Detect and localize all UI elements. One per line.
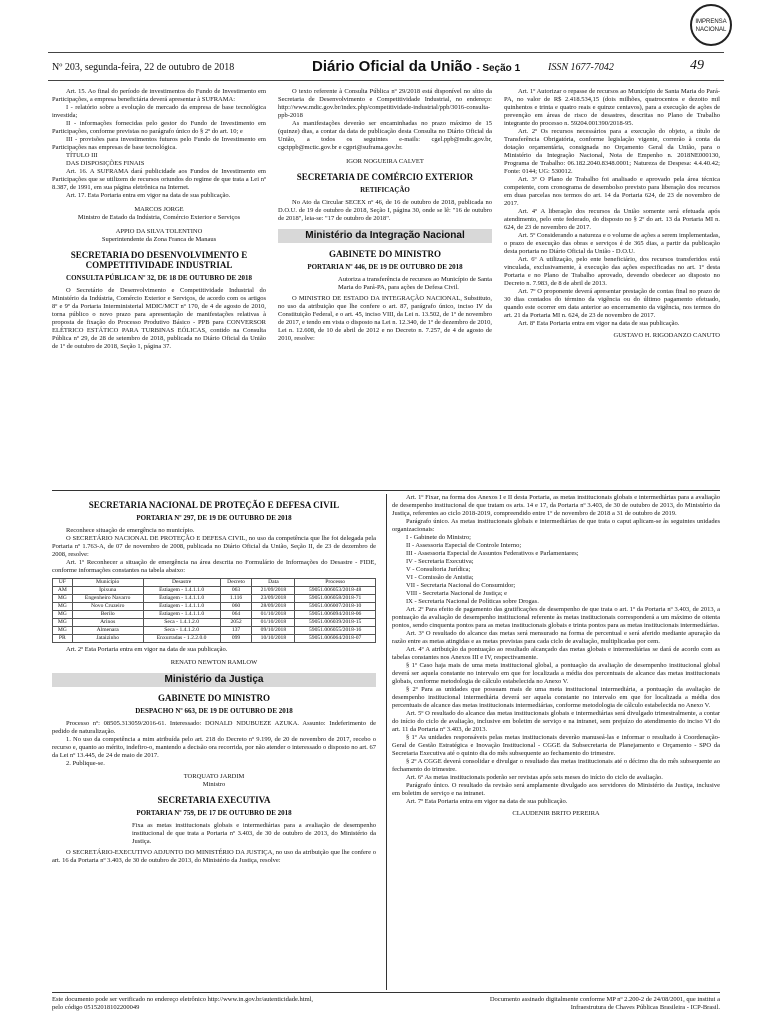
table-cell: 59051.006064/2018-07 — [295, 635, 376, 643]
journal-title — [312, 58, 520, 75]
table-row — [53, 611, 376, 619]
table-cell: Estiagem - 1.4.1.1.0 — [143, 595, 220, 603]
table-header: UF — [53, 579, 73, 587]
ementa: Fixa as metas institucionais globais e intermediárias para a avaliação de desempenho institucional de que trata a Portaria nº 3.403, de 30 de outubro de 2013, do Ministério da Justiça. — [132, 822, 376, 845]
table-row — [53, 619, 376, 627]
table-cell: 59051.006039/2018-15 — [295, 619, 376, 627]
act-heading: DESPACHO Nº 663, DE 19 DE OUTUBRO DE 2018 — [135, 707, 293, 715]
paragraph: Art. 17. Esta Portaria entra em vigor na data de sua publicação. — [66, 192, 231, 199]
paragraph: Processo nº: 08505.313059/2016-61. Interessado: DONALD NDUBUEZE AZUKA. Assunto: Indeferimento de pedido de naturalização. — [52, 720, 376, 735]
table-row — [53, 603, 376, 611]
table-cell: 59051.006058/2018-71 — [295, 595, 376, 603]
table-cell: 28/09/2018 — [252, 603, 295, 611]
table-cell: 1.116 — [220, 595, 252, 603]
paragraph: Art. 2º Os recursos necessários para a execução do objeto, a título de Transferência Obrigatória, conforme legislação vigente, correrão à conta da dotação orçamentária, consignada no Orçamento Geral da União, para o Ministério da Integração Nacional, Nota de Empenho n. 2018NE000130, Programa de Trabalho: 06.182.2040.8348.0001; Natureza de Despesa: 4.4.40.42; Fonte: 0144; UG: 530012. — [504, 128, 720, 175]
page-header — [0, 0, 770, 88]
section-heading: GABINETE DO MINISTRO — [157, 693, 271, 703]
table-cell: Estiagem - 1.4.1.1.0 — [143, 587, 220, 595]
table-cell: 01/10/2018 — [252, 619, 295, 627]
section-heading: SECRETARIA NACIONAL DE PROTEÇÃO E DEFESA CIVIL — [88, 500, 340, 510]
title-heading: TÍTULO III — [66, 152, 98, 159]
column-lower-left — [52, 494, 376, 865]
paragraph: § 1º As unidades responsáveis pelas metas institucionais deverão manuseá-las e informar o resultado à Coordenação-Geral de Gestão Estratégica e Inovação Institucional - CGGE da Subsecretaria de Planejamento e Orçamento - SPO da Secretaria Executiva até o quinto dia do mês subsequente ao fechamento do trimestre. — [392, 734, 720, 757]
emergency-table — [52, 578, 376, 643]
paragraph: Art. 8º Esta Portaria entra em vigor na data de sua publicação. — [518, 320, 680, 327]
paragraph: Art. 15. Ao final do período de investimentos do Fundo de Investimento em Participações, a empresa beneficiária deverá apresentar à SUFRAMA: — [52, 88, 266, 103]
table-cell: Enxurradas - 1.2.2.0.0 — [143, 635, 220, 643]
footer-rule — [52, 992, 720, 993]
paragraph: Art. 1º Fixar, na forma dos Anexos I e II desta Portaria, as metas institucionais globais e intermediárias para a avaliação de desempenho institucional de que tratam os arts. 14 e 17, da Portaria nº 3.403, de 30 de outubro de 2013, do Ministério da Justiça, referentes ao ciclo 2018-2019, compreendido entre 1º de novembro de 2018 a 31 de outubro de 2019. — [392, 494, 720, 517]
ementa: Reconhece situação de emergência no município. — [66, 527, 195, 534]
table-cell: Seca - 1.4.1.2.0 — [143, 619, 220, 627]
footer-left — [52, 996, 382, 1012]
column-2 — [278, 88, 492, 343]
paragraph: Parágrafo único. As metas institucionais globais e intermediárias de que trata o caput aplicam-se às seguintes unidades organizacionais: — [392, 518, 720, 533]
paragraph: 1. No uso da competência a mim atribuída pelo art. 218 do Decreto nº 9.199, de 20 de novembro de 2017, recebo o recurso e, quanto ao mérito, indefiro-o, mantendo a decisão ora recorrida, por não atender o interessado o disposto no art. 67 da Lei nº 13.445, de 24 de maio de 2017. — [52, 736, 376, 759]
list-item: I - Gabinete do Ministro; — [406, 534, 471, 541]
paragraph: Art. 3º O resultado do alcance das metas será mensurado na forma de percentual e será aferido mediante apuração da razão entre as metas atingidas e as metas previstas para cada ciclo de avaliação, multiplicadas por cem. — [392, 630, 720, 645]
paragraph: I - relatório sobre a evolução de mercado da empresa de base tecnológica investida; — [52, 104, 266, 119]
table-cell: MG — [53, 627, 73, 635]
paragraph: Art. 1º Autorizar o repasse de recursos ao Município de Santa Maria do Pará-PA, no valor de R$ 2.418.534,15 (dois milhões, quatrocentos e dezoito mil quinhentos e trinta e quatro reais e quinze centavos), para a execução de ações de prevenção em áreas de risco de desastres, descritas no Plano de Trabalho integrante do processo n. 59204.001390/2018-95. — [504, 88, 720, 127]
paragraph: Art. 7º O proponente deverá apresentar prestação de contas final no prazo de 30 dias contados do término da vigência ou do último pagamento efetuado, quando este ocorrer em data anterior ao encerramento da vigência, nos termos do art. 21 da Portaria MI n. 624, de 23 de novembro de 2017. — [504, 288, 720, 319]
list-item: V - Consultoria Jurídica; — [406, 566, 471, 573]
section-heading: SECRETARIA EXECUTIVA — [157, 795, 271, 805]
table-cell: Arinos — [72, 619, 143, 627]
act-heading: PORTARIA Nº 446, DE 19 DE OUTUBRO DE 2018 — [307, 263, 463, 271]
paragraph: Art. 3º O Plano de Trabalho foi analisado e aprovado pela área técnica competente, com cronograma de desembolso previsto para liberação dos recursos em duas parcelas nos termos do art. 14 da Portaria 624, de 23 de novembro de 2017. — [504, 176, 720, 207]
table-header: Decreto — [220, 579, 252, 587]
footer-right — [420, 996, 720, 1012]
header-rule-top — [48, 52, 724, 53]
table-cell: 01/10/2018 — [252, 611, 295, 619]
seal-text: IMPRENSA NACIONAL — [695, 19, 727, 34]
paragraph: Art. 4º A liberação dos recursos da União somente será efetuada após atendimento, pelo ente federado, do disposto no § 2º do art. 13 da Portaria MI n. 624, de 23 de novembro de 2017. — [504, 208, 720, 231]
paragraph: O texto referente à Consulta Pública nº 29/2018 está disponível no sítio da Secretaria de Desenvolvimento e Competitividade Industrial, no endereço: http://www.mdic.gov.br/index.php/competitividade-industrial/ppb/3016-consulta-ppb-2018 — [278, 88, 492, 119]
paragraph: § 1º Caso haja mais de uma meta institucional global, a pontuação da avaliação de desempenho institucional global deverá ser aquela constante no intervalo em que for localizada a média dos percentuais de alcance das metas institucionais globais, conforme metodologia de cálculo estabelecida no Anexo V. — [392, 662, 720, 685]
table-cell: Ipixuna — [72, 587, 143, 595]
table-cell: Estiagem - 1.4.1.1.0 — [143, 603, 220, 611]
paragraph: Art. 7º Esta Portaria entra em vigor na data de sua publicação. — [406, 798, 568, 805]
signature-role: Ministro — [202, 781, 226, 788]
paragraph: Art. 5º O resultado do alcance das metas institucionais globais e intermediárias será divulgado trimestralmente, a contar do início do ciclo de avaliação, inclusive em boletim de serviço e na intranet, sem prejuízo do atendimento do inciso VI do art. 11 da Portaria nº 3.403, de 2013. — [392, 710, 720, 733]
paragraph: Art. 1º Reconhecer a situação de emergência na área descrita no Formulário de Informações do Desastre - FIDE, conforme informações constantes na tabela abaixo: — [52, 559, 376, 574]
journal-section: - Seção 1 — [476, 63, 521, 74]
table-cell: PR — [53, 635, 73, 643]
table-header: Processo — [295, 579, 376, 587]
paragraph: O SECRETÁRIO-EXECUTIVO ADJUNTO DO MINISTÉRIO DA JUSTIÇA, no uso da atribuição que lhe confere o art. 16 da Portaria nº 3.403, de 30 de outubro de 2013, do Ministério da Justiça, resolve: — [52, 849, 376, 864]
table-cell: 137 — [220, 627, 252, 635]
table-cell: Berilo — [72, 611, 143, 619]
list-item: II - Assessoria Especial de Controle Interno; — [406, 542, 522, 549]
list-item: IV - Secretaria Executiva; — [406, 558, 474, 565]
paragraph: § 2º A CGGE deverá consolidar e divulgar o resultado das metas institucionais até o décimo dia do mês subsequente ao fechamento do trimestre. — [392, 758, 720, 773]
header-rule-bottom — [48, 80, 724, 81]
list-item: VII - Secretaria Nacional do Consumidor; — [406, 582, 516, 589]
table-row — [53, 587, 376, 595]
paragraph: As manifestações deverão ser encaminhadas no prazo máximo de 15 (quinze) dias, a contar da data de publicação desta Consulta no Diário Oficial da União, a todos os seguintes e-mails: cgel.ppb@mdic.gov.br, cgctppb@mctic.gov.br e cgpri@suframa.gov.br. — [278, 120, 492, 151]
paragraph: O MINISTRO DE ESTADO DA INTEGRAÇÃO NACIONAL, Substituto, no uso da atribuição que lhe confere o art. 87, parágrafo único, inciso IV da Constituição Federal, e o art. 45, inciso VIII, da Lei n. 13.502, de 1º de novembro de 2017, e tendo em vista o disposto na Lei n. 12.340, de 1º de dezembro de 2010, Lei n. 12.608, de 10 de abril de 2012 e no Decreto n. 7.257, de 4 de agosto de 2010, resolve: — [278, 295, 492, 342]
table-cell: 063 — [220, 587, 252, 595]
paragraph: Art. 6º As metas institucionais poderão ser revistas após seis meses do início do ciclo de avaliação. — [406, 774, 663, 781]
table-cell: 064 — [220, 611, 252, 619]
column-3 — [504, 88, 720, 340]
signature-name: RENATO NEWTON RAMLOW — [170, 659, 258, 666]
paragraph: Art. 4º A atribuição da pontuação ao resultado alcançado das metas globais e intermediárias se dará de acordo com as tabelas constantes nos Anexos III e IV, respectivamente. — [392, 646, 720, 661]
list-item: VIII - Secretaria Nacional de Justiça; e — [406, 590, 508, 597]
list-item: IX - Secretaria Nacional de Políticas sobre Drogas. — [406, 598, 539, 605]
imprensa-nacional-seal — [690, 4, 732, 46]
table-cell: MG — [53, 619, 73, 627]
table-cell: Seca - 1.4.1.2.0 — [143, 627, 220, 635]
paragraph: II - informações fornecidas pelo gestor do Fundo de Investimento em Participações, conforme previstas no parágrafo único do § 2º do art. 10; e — [52, 120, 266, 135]
paragraph: III - provisões para investimentos futuros pelo Fundo de Investimento em Participações nas empresas de base tecnológica. — [52, 136, 266, 151]
column-divider — [386, 494, 387, 990]
table-cell: 09/10/2018 — [252, 627, 295, 635]
title-subheading: DAS DISPOSIÇÕES FINAIS — [66, 160, 145, 167]
table-cell: MG — [53, 595, 73, 603]
ementa: Autoriza a transferência de recursos ao Município de Santa Maria do Pará-PA, para ações de Defesa Civil. — [338, 276, 492, 291]
list-item: III - Assessoria Especial de Assuntos Federativos e Parlamentares; — [406, 550, 579, 557]
paragraph: Art. 2º Esta Portaria entra em vigor na data de sua publicação. — [66, 646, 228, 653]
signature-name: CLAUDENIR BRITO PEREIRA — [512, 810, 600, 817]
act-heading: CONSULTA PÚBLICA Nº 32, DE 18 DE OUTUBRO DE 2018 — [66, 274, 252, 282]
page-number: 49 — [690, 58, 704, 73]
signature-name: MARCOS JORGE — [134, 206, 184, 213]
table-cell: Almenara — [72, 627, 143, 635]
table-row — [53, 635, 376, 643]
signature-role: Superintendente da Zona Franca de Manaus — [101, 236, 217, 243]
signature-name: TORQUATO JARDIM — [183, 773, 245, 780]
table-header-row — [53, 579, 376, 587]
column-lower-right — [392, 494, 720, 818]
table-cell: 59051.006055/2018-16 — [295, 627, 376, 635]
section-heading: SECRETARIA DE COMÉRCIO EXTERIOR — [296, 172, 474, 182]
paragraph: O SECRETÁRIO NACIONAL DE PROTEÇÃO E DEFESA CIVIL, no uso da competência que lhe foi delegada pela Portaria nº 1.763-A, de 07 de novembro de 2008, publicada no Diário Oficial da União, Seção II, de 23 de dezembro de 2008, resolve: — [52, 535, 376, 558]
table-header: Data — [252, 579, 295, 587]
table-cell: 21/09/2018 — [252, 587, 295, 595]
table-cell: 59051.006094/2018-06 — [295, 611, 376, 619]
table-cell: MG — [53, 603, 73, 611]
act-heading: PORTARIA Nº 297, DE 19 DE OUTUBRO DE 2018 — [136, 514, 292, 522]
paragraph: O Secretário de Desenvolvimento e Competitividade Industrial do Ministério da Indústria, Comércio Exterior e Serviços, de acordo com os artigos 8º e 9º da Portaria Interministerial MDIC/MCT nº 170, de 4 de agosto de 2010, torna público o novo prazo para apresentação de manifestações relativas à proposta de fixação do Processo Produtivo Básico - PPB para CONVERSOR ELÉTRICO ESTÁTICO PARA TURBINAS EÓLICAS, contido na Consulta Pública nº 29, de 28 de setembro de 2018, publicada no Diário Oficial da União de 1º de outubro de 2018, Seção 1, página 37. — [52, 287, 266, 350]
table-cell: Jataizinho — [72, 635, 143, 643]
table-cell: MG — [53, 611, 73, 619]
table-cell: Engenheiro Navarro — [72, 595, 143, 603]
section-divider — [52, 490, 720, 491]
signature-name: IGOR NOGUEIRA CALVET — [346, 158, 424, 165]
table-cell: 10/10/2018 — [252, 635, 295, 643]
paragraph: Art. 2º Para efeito de pagamento das gratificações de desempenho de que trata o art. 1º da Portaria nº 3.403, de 2013, a pontuação da avaliação de desempenho institucional referente às metas institucionais corresponderá a um máximo de oitenta pontos, sendo cinquenta pontos para as metas institucionais globais e trinta pontos para as metas institucionais intermediárias. — [392, 606, 720, 629]
verification-text: Este documento pode ser verificado no endereço eletrônico http://www.in.gov.br/autenticidade.html, — [52, 996, 314, 1003]
table-header: Município — [72, 579, 143, 587]
table-cell: 59051.006007/2018-10 — [295, 603, 376, 611]
signature-name: APPIO DA SILVA TOLENTINO — [115, 228, 203, 235]
section-heading: GABINETE DO MINISTRO — [328, 249, 442, 259]
column-1 — [52, 88, 266, 351]
table-header: Desastre — [143, 579, 220, 587]
signature-notice-2: Infraestrutura de Chaves Públicas Brasileira - ICP-Brasil. — [570, 1004, 720, 1011]
table-cell: 59051.006053/2018-48 — [295, 587, 376, 595]
table-cell: AM — [53, 587, 73, 595]
paragraph: Parágrafo único. O resultado da revisão será amplamente divulgado aos servidores do Ministério da Justiça, inclusive em boletim de serviço e na intranet. — [392, 782, 720, 797]
paragraph: No Ato da Circular SECEX nº 46, de 16 de outubro de 2018, publicada no D.O.U. de 19 de outubro de 2018, Seção I, página 30, onde se lê: "16 de outubro de 2018", leia-se: "17 de outubro de 2018". — [278, 199, 492, 222]
table-row — [53, 595, 376, 603]
table-row — [53, 627, 376, 635]
table-cell: Novo Cruzeiro — [72, 603, 143, 611]
ministry-banner: Ministério da Integração Nacional — [278, 229, 492, 243]
issn: ISSN 1677-7042 — [548, 62, 614, 73]
signature-role: Ministro de Estado da Indústria, Comércio Exterior e Serviços — [77, 214, 241, 221]
verification-code: pelo código 05152018102200049 — [52, 1004, 140, 1011]
table-cell: 060 — [220, 603, 252, 611]
list-item: VI - Comissão de Anistia; — [406, 574, 474, 581]
paragraph: § 2º Para as unidades que possuam mais de uma meta institucional intermediária, a pontuação da avaliação de desempenho institucional intermediária deverá ser aquela constante no intervalo em que for localizada a média dos percentuais de alcance das metas institucionais intermediárias, conforme metodologia de cálculo estabelecida no Anexo V. — [392, 686, 720, 709]
signature-notice: Documento assinado digitalmente conforme MP nº 2.200-2 de 24/08/2001, que institui a — [489, 996, 720, 1003]
act-heading: PORTARIA Nº 759, DE 17 DE OUTUBRO DE 2018 — [136, 809, 292, 817]
paragraph: Art. 5º Considerando a natureza e o volume de ações a serem implementadas, o prazo de execução das obras e serviços é de 365 dias, a partir da publicação desta portaria no Diário Oficial da União - D.O.U. — [504, 232, 720, 255]
signature-name: GUSTAVO H. RIGODANZO CANUTO — [613, 332, 720, 339]
journal-name: Diário Oficial da União — [312, 58, 473, 75]
section-heading: SECRETARIA DO DESENVOLVIMENTO E COMPETITIVIDADE INDUSTRIAL — [70, 250, 248, 270]
table-cell: 2052 — [220, 619, 252, 627]
table-cell: 23/09/2018 — [252, 595, 295, 603]
table-cell: Estiagem - 1.4.1.1.0 — [143, 611, 220, 619]
ministry-banner: Ministério da Justiça — [52, 673, 376, 687]
act-heading: RETIFICAÇÃO — [360, 186, 410, 194]
paragraph: Art. 6º A utilização, pelo ente beneficiário, dos recursos transferidos está vinculada, exclusivamente, à execução das ações especificadas no art. 1º desta Portaria e no Plano de Trabalho aprovado, devendo obedecer ao disposto no Decreto n. 7.983, de 8 de abril de 2013. — [504, 256, 720, 287]
paragraph: Art. 16. A SUFRAMA dará publicidade aos Fundos de Investimento em Participações que se utilizem de recursos oriundos do regime de que trata a Lei nº 8.387, de 1991, em sua página eletrônica na Internet. — [52, 168, 266, 191]
paragraph: 2. Publique-se. — [66, 760, 105, 767]
table-cell: 099 — [220, 635, 252, 643]
issue-info: Nº 203, segunda-feira, 22 de outubro de 2018 — [52, 62, 235, 73]
